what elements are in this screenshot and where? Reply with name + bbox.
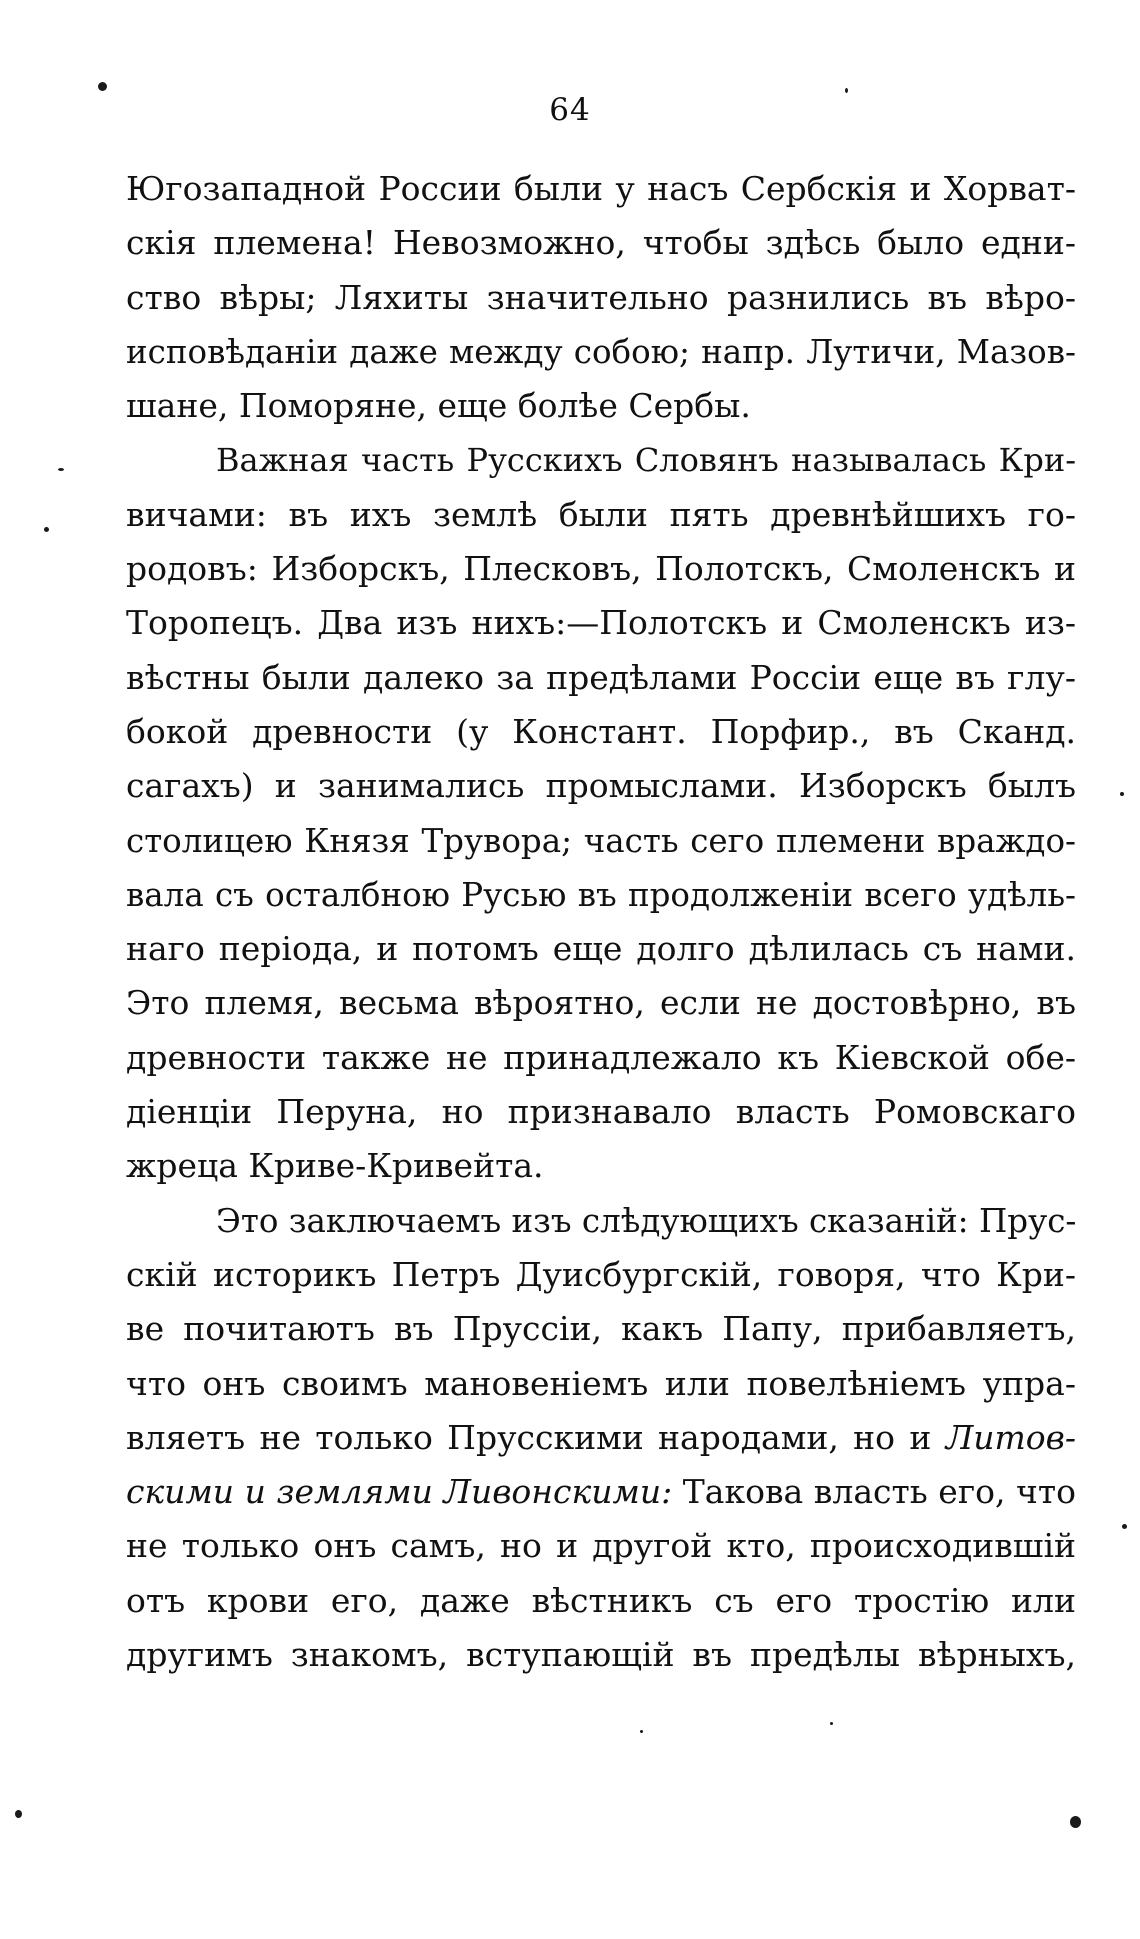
text-line: Торопецъ. Два изъ нихъ:—Полотскъ и Смоленскъ из-: [126, 603, 1076, 643]
ink-speck: [1122, 1524, 1127, 1529]
text-line: ве почитаютъ въ Пруссіи, какъ Папу, прибавляетъ,: [126, 1309, 1076, 1349]
text-line: вала съ осталбною Русью въ продолженіи всего удѣль-: [126, 875, 1076, 914]
text-line: Это племя, весьма вѣроятно, если не достовѣрно, въ: [126, 983, 1076, 1023]
text-line: бокой древности (у Констант. Порфир., въ Сканд.: [126, 711, 1076, 751]
ink-speck: [1070, 1816, 1081, 1828]
text-line: исповѣданіи даже между собою; напр. Лутичи, Мазов-: [126, 332, 1076, 371]
ink-speck: [830, 1722, 833, 1725]
text-line: шане, Поморяне, еще болѣе Сербы.: [126, 386, 751, 426]
text-line: скія племена! Невозможно, чтобы здѣсь было едни-: [126, 223, 1076, 263]
ink-speck: [1120, 792, 1124, 796]
text-line: [126, 1465, 1076, 1519]
ink-speck: [98, 82, 107, 91]
text-segment: вляетъ не только Прусскими народами, но и: [126, 1417, 946, 1457]
text-line: жреца Криве-Кривейта.: [126, 1146, 544, 1186]
text-line: не только онъ самъ, но и другой кто, происходившій: [126, 1526, 1076, 1566]
text-line: что онъ своимъ мановеніемъ или повелѣніемъ упра-: [126, 1363, 1076, 1403]
text-line: діенціи Перуна, но признавало власть Ромовскаго: [126, 1092, 1076, 1132]
ink-speck: [640, 1730, 643, 1733]
text-line: [126, 1411, 1076, 1465]
text-line: ство вѣры; Ляхиты значительно разнились въ вѣро-: [126, 277, 1076, 317]
ink-speck: [15, 1810, 22, 1818]
ink-speck: [58, 468, 64, 471]
text-line: скій историкъ Петръ Дуисбургскій, говоря, что Кри-: [126, 1254, 1076, 1294]
text-line: другимъ знакомъ, вступающій въ предѣлы вѣрныхъ,: [126, 1635, 1076, 1675]
text-line: Важная часть Русскихъ Словянъ называлась Кри-: [216, 441, 1076, 480]
text-line: отъ крови его, даже вѣстникъ съ его тростію или: [126, 1580, 1076, 1620]
page-number: 64: [549, 92, 591, 128]
ink-speck: [44, 527, 49, 532]
body-text: [126, 162, 1076, 1682]
text-line: столицею Князя Трувора; часть сего племени враждо-: [126, 821, 1076, 860]
text-line: наго періода, и потомъ еще долго дѣлилась съ нами.: [126, 929, 1076, 969]
italic-segment: скими и землями Ливонскими:: [126, 1472, 673, 1512]
text-line: вѣстны были далеко за предѣлами Россіи еще въ глу-: [126, 657, 1076, 697]
text-line: Югозападной России были у насъ Сербскія и Хорват-: [126, 169, 1076, 208]
italic-segment: Литов-: [945, 1417, 1076, 1457]
ink-speck: [845, 88, 848, 93]
text-line: древности также не принадлежало къ Кіевской обе-: [126, 1037, 1076, 1077]
text-line: сагахъ) и занимались промыслами. Изборскъ былъ: [126, 766, 1076, 806]
text-segment: Такова власть его, что: [672, 1472, 1076, 1512]
text-line: родовъ: Изборскъ, Плесковъ, Полотскъ, Смоленскъ и: [126, 549, 1076, 589]
text-line: вичами: въ ихъ землѣ были пять древнѣйшихъ го-: [126, 494, 1076, 534]
text-line: Это заключаемъ изъ слѣдующихъ сказаній: Прус-: [216, 1201, 1076, 1240]
